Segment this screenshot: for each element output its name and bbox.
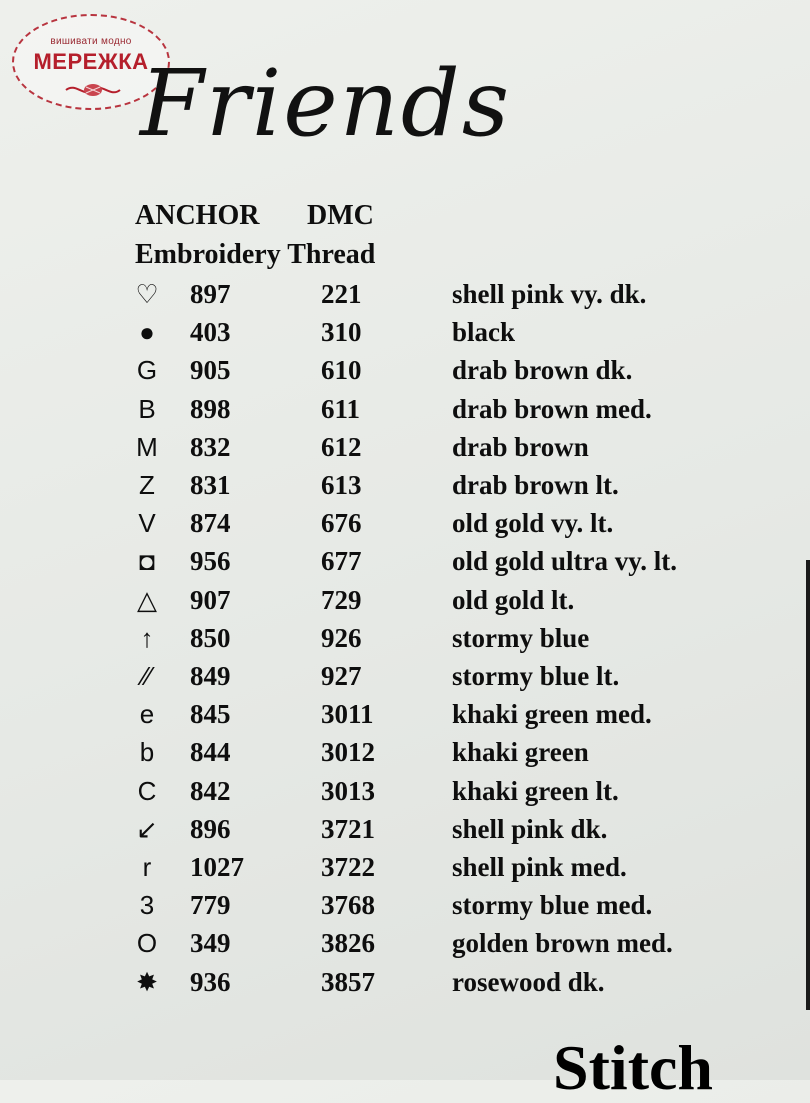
- anchor-number: 779: [190, 890, 231, 921]
- dmc-number: 3768: [321, 890, 375, 921]
- table-row: [0, 966, 810, 1007]
- dmc-number: 926: [321, 622, 362, 653]
- symbol-cell: ✸: [136, 966, 158, 997]
- table-row: [0, 431, 810, 472]
- table-row: [0, 854, 810, 892]
- symbol-cell: B: [138, 393, 156, 424]
- anchor-number: 907: [190, 584, 231, 615]
- thread-skein-icon: [64, 80, 122, 100]
- color-name: rosewood dk.: [452, 966, 605, 997]
- table-row: [0, 281, 810, 319]
- dmc-number: 610: [321, 355, 362, 386]
- symbol-cell: M: [136, 431, 158, 462]
- symbol-cell: V: [138, 508, 156, 539]
- color-name: stormy blue med.: [452, 890, 653, 921]
- anchor-number: 403: [190, 317, 231, 348]
- color-name: shell pink vy. dk.: [452, 279, 647, 309]
- table-row: [0, 663, 810, 701]
- symbol-cell: ◘: [139, 546, 155, 577]
- dmc-number: 677: [321, 546, 362, 577]
- anchor-number: 874: [190, 508, 231, 539]
- table-row: [0, 813, 810, 854]
- table-row: [0, 319, 810, 357]
- table-row: [0, 930, 810, 968]
- anchor-number: 845: [190, 699, 231, 730]
- symbol-cell: ●: [139, 317, 155, 348]
- table-row: [0, 510, 810, 548]
- anchor-number: 850: [190, 622, 231, 653]
- color-name: old gold ultra vy. lt.: [452, 546, 678, 577]
- anchor-number: 832: [190, 431, 231, 462]
- dmc-number: 927: [321, 661, 362, 691]
- color-name: old gold vy. lt.: [452, 508, 614, 539]
- table-row: [0, 548, 810, 586]
- symbol-cell: e: [139, 699, 155, 730]
- anchor-number: 831: [190, 470, 231, 500]
- color-name: drab brown: [452, 431, 589, 462]
- symbol-cell: C: [137, 775, 157, 806]
- anchor-number: 905: [190, 355, 231, 386]
- table-row: [0, 393, 810, 434]
- symbol-cell: r: [142, 852, 152, 882]
- symbol-cell: ⁄⁄: [142, 661, 152, 691]
- anchor-number: 897: [190, 279, 231, 309]
- color-name: drab brown lt.: [452, 470, 619, 500]
- dmc-number: 729: [321, 584, 362, 615]
- page-edge-shadow: [806, 560, 810, 1010]
- dmc-number: 3721: [321, 813, 375, 844]
- dmc-number: 310: [321, 317, 362, 348]
- footer-heading: Stitch: [553, 1032, 713, 1103]
- page-title: Friends: [140, 50, 512, 157]
- color-name: drab brown med.: [452, 393, 652, 424]
- color-name: stormy blue: [452, 622, 590, 653]
- color-name: stormy blue lt.: [452, 661, 620, 691]
- dmc-number: 3013: [321, 775, 375, 806]
- color-name: shell pink dk.: [452, 813, 608, 844]
- table-row: [0, 622, 810, 663]
- symbol-cell: G: [136, 355, 158, 386]
- anchor-number: 1027: [190, 852, 244, 882]
- table-row: [0, 701, 810, 739]
- anchor-number: 849: [190, 661, 231, 691]
- color-name: khaki green lt.: [452, 775, 619, 806]
- symbol-cell: O: [136, 928, 158, 959]
- color-name: drab brown dk.: [452, 355, 633, 386]
- logo-brand-name: МЕРЕЖКА: [33, 49, 149, 74]
- anchor-number: 936: [190, 966, 231, 997]
- symbol-cell: b: [139, 737, 155, 768]
- symbol-cell: ↑: [140, 622, 154, 653]
- color-name: shell pink med.: [452, 852, 627, 882]
- logo-tagline: вишивати модно: [50, 36, 132, 47]
- dmc-number: 613: [321, 470, 362, 500]
- thread-subtitle: Embroidery Thread: [135, 239, 376, 270]
- table-row: [0, 739, 810, 777]
- anchor-number: 842: [190, 775, 231, 806]
- symbol-cell: 3: [139, 890, 155, 921]
- color-name: black: [452, 317, 516, 348]
- dmc-number: 3011: [321, 699, 374, 730]
- anchor-number: 956: [190, 546, 231, 577]
- anchor-number: 896: [190, 813, 231, 844]
- table-row: [0, 357, 810, 395]
- anchor-number: 349: [190, 928, 231, 959]
- dmc-number: 3857: [321, 966, 375, 997]
- dmc-number: 221: [321, 279, 362, 309]
- table-row: [0, 472, 810, 510]
- color-name: khaki green med.: [452, 699, 652, 730]
- color-name: old gold lt.: [452, 584, 575, 615]
- symbol-cell: △: [137, 584, 157, 615]
- dmc-number: 611: [321, 393, 361, 424]
- table-row: [0, 775, 810, 816]
- dmc-number: 3012: [321, 737, 375, 768]
- dmc-number: 3826: [321, 928, 375, 959]
- anchor-number: 898: [190, 393, 231, 424]
- dmc-number: 676: [321, 508, 362, 539]
- symbol-cell: Z: [139, 470, 155, 500]
- dmc-number: 3722: [321, 852, 375, 882]
- anchor-column-header: ANCHOR: [135, 200, 260, 231]
- anchor-number: 844: [190, 737, 231, 768]
- dmc-number: 612: [321, 431, 362, 462]
- symbol-cell: ♡: [135, 279, 159, 309]
- color-name: khaki green: [452, 737, 589, 768]
- table-row: [0, 584, 810, 625]
- color-name: golden brown med.: [452, 928, 673, 959]
- table-row: [0, 892, 810, 930]
- dmc-column-header: DMC: [307, 200, 374, 231]
- symbol-cell: ↙: [136, 813, 158, 844]
